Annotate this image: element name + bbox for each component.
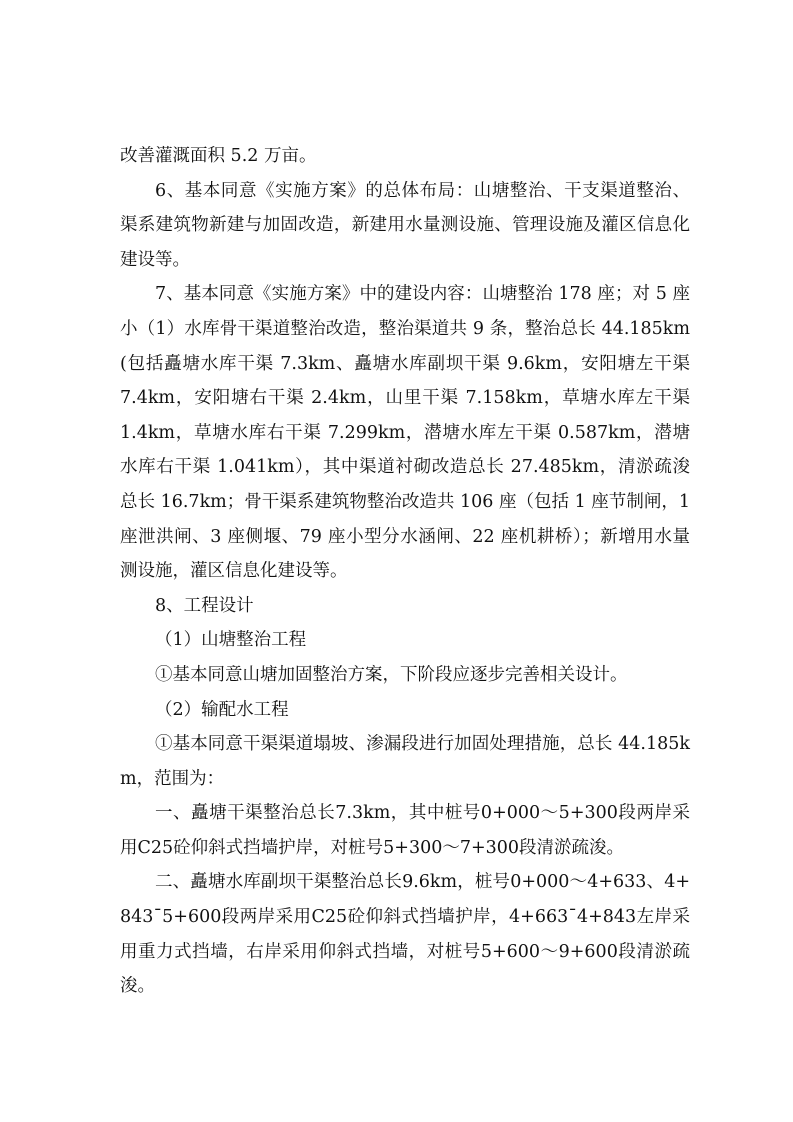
paragraph-secondary-canal: 二、矗塘水库副坝干渠整治总长9.6km，桩号0+000～4+633、4+843¯5+600段两岸采用C25砼仰斜式挡墙护岸，4+663¯4+843左岸采用重力式挡墙，右岸采用仰斜式挡墙，对桩号5+600～9+600段清淤疏浚。 (120, 872, 690, 997)
paragraph-item-7-content: 7、基本同意《实施方案》中的建设内容：山塘整治 178 座；对 5 座小（1）水库骨干渠道整治改造，整治渠道共 9 条，整治总长 44.185km(包括矗塘水库干渠 7.3km、矗塘水库副坝干渠 9.6km，安阳塘左干渠 7.4km，安阳塘右干渠 2.4km，山里干渠 7.158km，草塘水库左干渠 1.4km，草塘水库右干渠 7.299km，潜塘水库左干渠 0.587km，潜塘水库右干渠 1.041km），其中渠道衬砌改造总长 27.485km，清淤疏浚总长 16.7km；骨干渠系建筑物整治改造共 106 座（包括 1 座节制闸，1 座泄洪闸、3 座侧堰、79 座小型分水涵闸、22 座机耕桥）；新增用水量测设施，灌区信息化建设等。 (120, 284, 690, 582)
paragraph-main-canal: 一、矗塘干渠整治总长7.3km，其中桩号0+000～5+300段两岸采用C25砼仰斜式挡墙护岸，对桩号5+300～7+300段清淤疏浚。 (120, 803, 690, 858)
heading-pond-renovation: （1）山塘整治工程 (155, 630, 307, 651)
document-body (120, 139, 690, 1004)
paragraph-canal-reinforcement: ①基本同意干渠渠道塌坡、渗漏段进行加固处理措施，总长 44.185km，范围为： (120, 734, 690, 789)
paragraph-irrigation-area: 改善灌溉面积 5.2 万亩。 (120, 146, 317, 166)
paragraph-item-6-layout: 6、基本同意《实施方案》的总体布局：山塘整治、干支渠道整治、渠系建筑物新建与加固改造，新建用水量测设施、管理设施及灌区信息化建设等。 (120, 180, 690, 270)
heading-water-conveyance: （2）输配水工程 (155, 699, 289, 720)
heading-item-8-design: 8、工程设计 (155, 595, 254, 616)
paragraph-pond-plan: ①基本同意山塘加固整治方案，下阶段应逐步完善相关设计。 (155, 664, 628, 685)
